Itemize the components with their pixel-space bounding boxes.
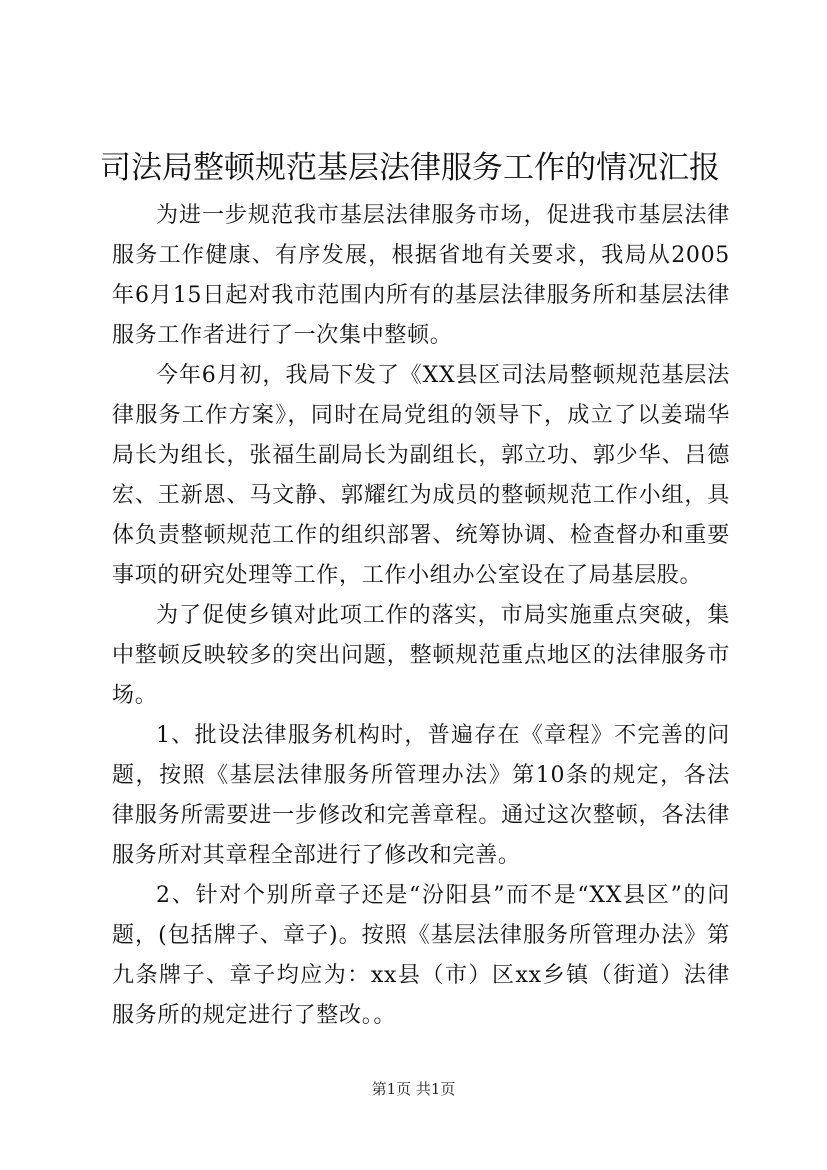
paragraph-5: 2、针对个别所章子还是“汾阳县”而不是“XX县区”的问题，(包括牌子、章子)。按照《基层法律服务所管理办法》第九条牌子、章子均应为：xx县（市）区xx乡镇（街道）法律服务所的规定进行了整改。。 xyxy=(112,883,730,1028)
paragraph-2: 今年6月初，我局下发了《XX县区司法局整顿规范基层法律服务工作方案》，同时在局党组的领导下，成立了以姜瑞华局长为组长，张福生副局长为副组长，郭立功、郭少华、吕德宏、王新恩、马文静、郭耀红为成员的整顿规范工作小组，具体负责整顿规范工作的组织部署、统筹协调、检查督办和重要事项的研究处理等工作，工作小组办公室设在了局基层股。 xyxy=(112,363,730,588)
paragraph-4: 1、批设法律服务机构时，普遍存在《章程》不完善的问题，按照《基层法律服务所管理办法》第10条的规定，各法律服务所需要进一步修改和完善章程。通过这次整顿，各法律服务所对其章程全部进行了修改和完善。 xyxy=(112,723,730,868)
paragraph-3: 为了促使乡镇对此项工作的落实，市局实施重点突破，集中整顿反映较多的突出问题，整顿规范重点地区的法律服务市场。 xyxy=(112,603,730,708)
page-footer: 第1页 共1页 xyxy=(371,1080,456,1098)
document-body xyxy=(112,196,730,1036)
paragraph-1: 为进一步规范我市基层法律服务市场，促进我市基层法律服务工作健康、有序发展，根据省地有关要求，我局从2005年6月15日起对我市范围内所有的基层法律服务所和基层法律服务工作者进行了一次集中整顿。 xyxy=(112,203,730,348)
document-title: 司法局整顿规范基层法律服务工作的情况汇报 xyxy=(100,150,720,186)
